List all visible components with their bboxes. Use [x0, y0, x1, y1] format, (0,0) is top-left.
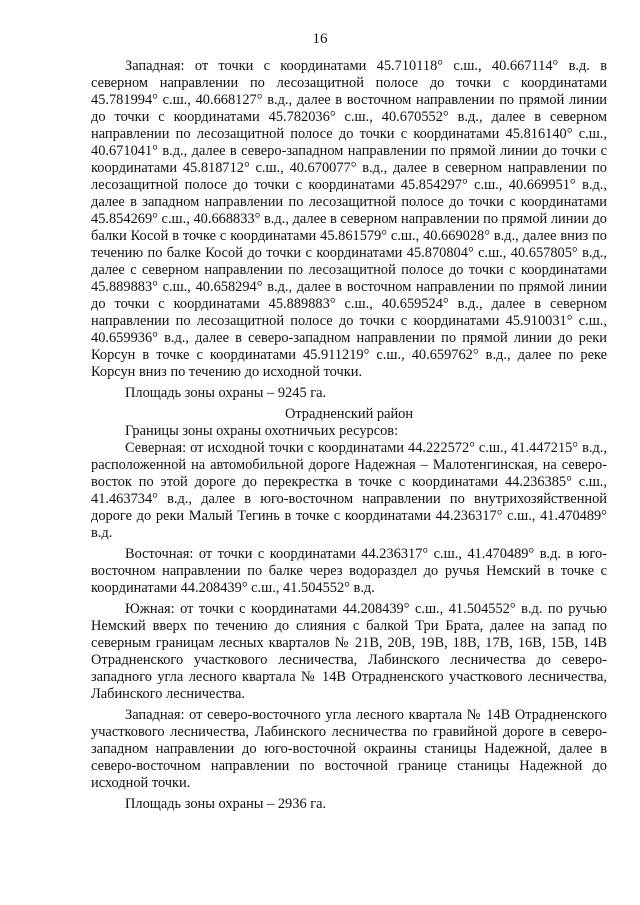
district-heading: Отрадненский район — [284, 406, 414, 422]
borders-title: Границы зоны охраны охотничьих ресурсов: — [125, 423, 399, 439]
paragraph-area-1: Площадь зоны охраны – 9245 га. — [125, 385, 327, 401]
document-body — [91, 58, 607, 813]
paragraph-south-border: Южная: от точки с координатами 44.208439° с.ш., 41.504552° в.д. по ручью Немский вверх по течению до слияния с балкой Три Брата, далее на запад по северным границам лесных кварталов № 21В, 20В, 19В, 18В, 17В, 16В, 15В, 14В Отрадненского участкового лесничества, Лабинского лесничества до северо-западного угла лесного квартала № 14В Отрадненского участкового лесничества, Лабинского лесничества. — [91, 601, 607, 702]
paragraph-east-border: Восточная: от точки с координатами 44.236317° с.ш., 41.470489° в.д. в юго-восточном направлении по балке через водораздел до ручья Немский в точке с координатами 44.208439° с.ш., 41.504552° в.д. — [91, 546, 607, 596]
paragraph-north-border: Северная: от исходной точки с координатами 44.222572° с.ш., 41.447215° в.д., расположенной на автомобильной дороге Надежная – Малотенгинская, на северо-восток по этой дороге до перекрестка в точке с координатами 44.236385° с.ш., 41.463734° в.д., далее в юго-восточном направлении по внутрихозяйственной дороге до реки Малый Тегинь в точке с координатами 44.236317° с.ш., 41.470489° в.д. — [91, 440, 607, 541]
page-number: 16 — [312, 31, 328, 47]
paragraph-west-border-1: Западная: от точки с координатами 45.710118° с.ш., 40.667114° в.д. в северном направлении по лесозащитной полосе до точки с координатами 45.781994° с.ш., 40.668127° в.д., далее в восточном направлении по прямой линии до точки с координатами 45.782036° с.ш., 40.670552° в.д., далее в северном направлении по лесозащитной полосе до точки с координатами 45.816140° с.ш., 40.671041° в.д., далее в северо-западном направлении по прямой линии до точки с координатами 45.818712° с.ш., 40.670077° в.д., далее в северном направлении по лесозащитной полосе до точки с координатами 45.854297° с.ш., 40.669951° в.д., далее в западном направлении по лесозащитной полосе до точки с координатами 45.854269° с.ш., 40.668833° в.д., далее в северном направлении по прямой линии до балки Косой в точке с координатами 45.861579° с.ш., 40.669028° в.д., далее вниз по течению по балке Косой до точки с координатами 45.870804° с.ш., 40.657805° в.д., далее с северном направлении по лесозащитной полосе до точки с координатами 45.889883° с.ш., 40.658294° в.д., далее в восточном направлении по прямой линии до точки с координатами 45.889883° с.ш., 40.659524° в.д., далее в северном направлении по лесозащитной полосе до точки с координатами 45.910031° с.ш., 40.659936° в.д., далее в северо-западном направлении по прямой линии до реки Корсун в точке с координатами 45.911219° с.ш., 40.659762° в.д., далее по реке Корсун вниз по течению до исходной точки. — [91, 58, 607, 380]
paragraph-west-border-2: Западная: от северо-восточного угла лесного квартала № 14В Отрадненского участкового лесничества, Лабинского лесничества по гравийной дороге в северо-западном направлении до юго-восточной окраины станицы Надежной, далее в северо-восточном направлении по восточной границе станицы Надежной до исходной точки. — [91, 707, 607, 791]
paragraph-area-2: Площадь зоны охраны – 2936 га. — [125, 796, 327, 812]
